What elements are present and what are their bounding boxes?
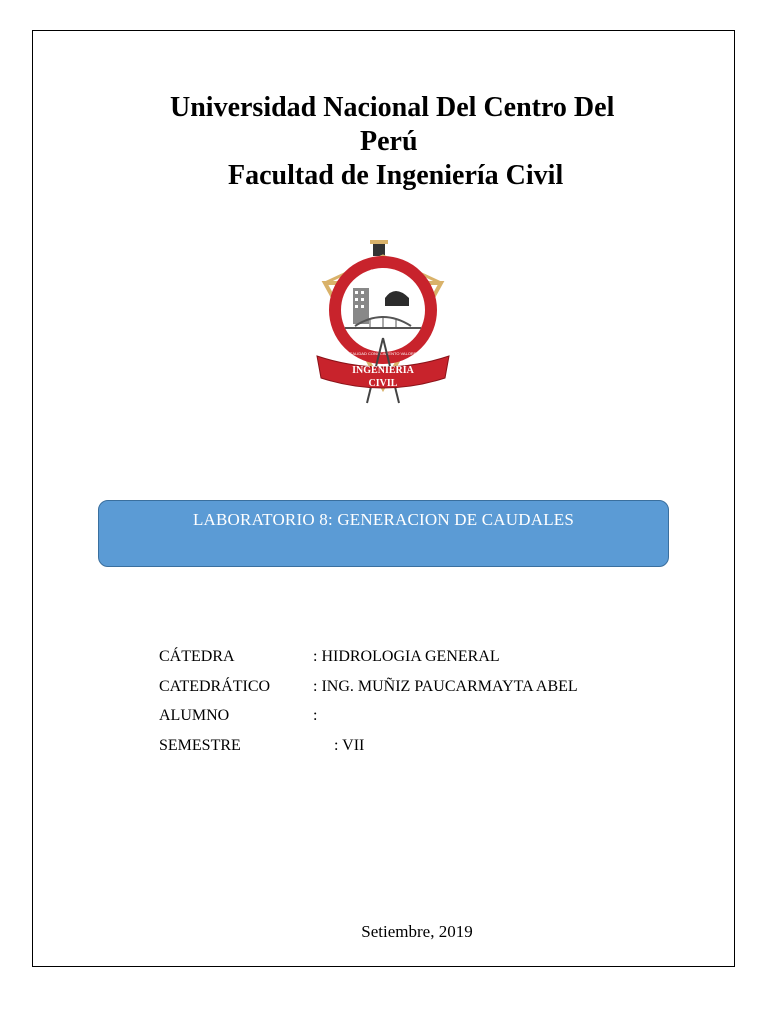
document-date: Setiembre, 2019 [361, 922, 473, 941]
semestre-value: : VII [334, 737, 365, 754]
info-row-catedra [159, 648, 500, 666]
info-row-catedratico [159, 678, 578, 696]
faculty-title: Facultad de Ingeniería Civil [228, 160, 564, 191]
catedratico-label: CATEDRÁTICO [159, 678, 271, 695]
lab-title-banner [98, 500, 669, 567]
alumno-value: : [313, 707, 318, 724]
alumno-label: ALUMNO [159, 707, 230, 724]
title-line-1: Universidad Nacional Del Centro Del [170, 92, 615, 123]
lab-title: LABORATORIO 8: GENERACION DE CAUDALES [192, 510, 575, 529]
logo-theodolite [373, 242, 385, 256]
title-line-2: Perú [360, 126, 418, 157]
catedra-value: : HIDROLOGIA GENERAL [313, 648, 500, 665]
catedra-label: CÁTEDRA [159, 648, 235, 665]
info-row-semestre [159, 737, 365, 755]
logo-motto: REALIDAD CONOCIMIENTO VALORES [346, 351, 420, 356]
logo-arc-text: UNCP [370, 268, 396, 278]
semestre-label: SEMESTRE [159, 737, 241, 754]
logo-ribbon-line-2: CIVIL [368, 378, 398, 389]
faculty-logo [315, 238, 451, 408]
catedratico-value: : ING. MUÑIZ PAUCARMAYTA ABEL [313, 678, 578, 695]
info-row-alumno [159, 707, 318, 725]
logo-ribbon-line-1: INGENIERÍA [352, 365, 414, 376]
